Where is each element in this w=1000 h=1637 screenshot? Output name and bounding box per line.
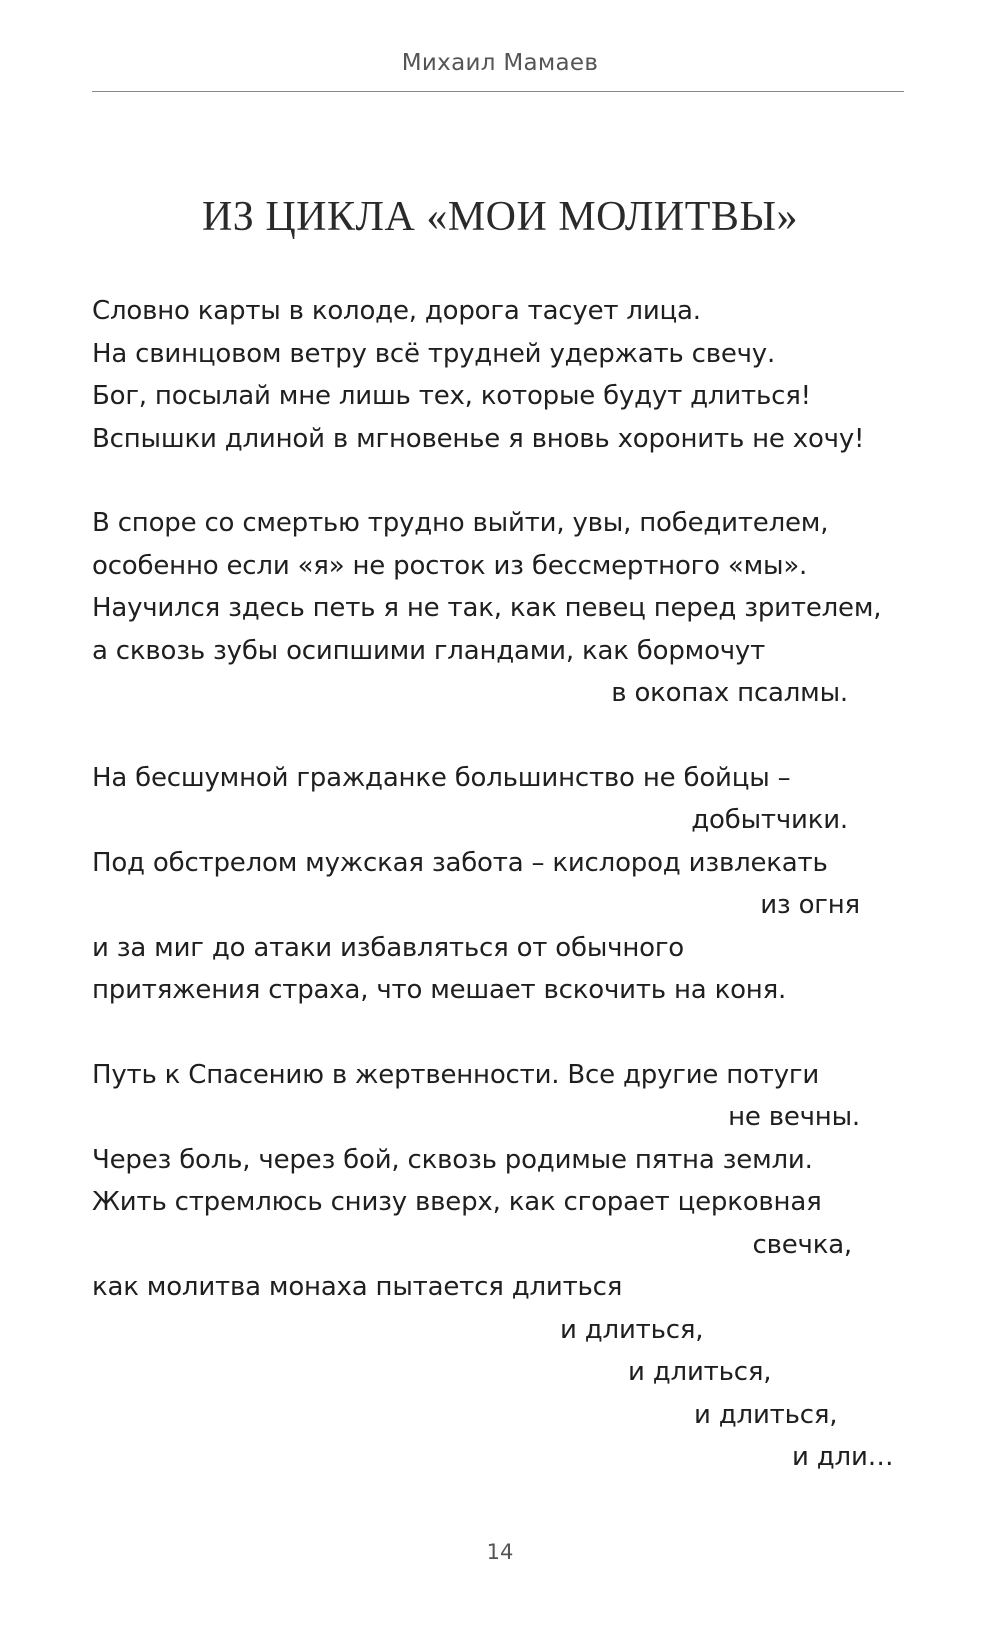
poem-line: Вспышки длиной в мгновенье я вновь хоронить не хочу!: [92, 423, 865, 454]
stanza-1: [92, 290, 900, 460]
poem-line: Научился здесь петь я не так, как певец перед зрителем,: [92, 593, 882, 623]
poem-line: Бог, посылай мне лишь тех, которые будут длиться!: [92, 381, 811, 411]
page-number: 14: [486, 1540, 514, 1564]
poem-body: [92, 290, 900, 1521]
poem-line: На бесшумной гражданке большинство не бойцы –: [92, 762, 791, 793]
stanza-3: [92, 757, 900, 1012]
poem-line: Жить стремлюсь снизу вверх, как сгорает церковная: [92, 1187, 822, 1217]
poem-line-continuation: не вечны.: [728, 1102, 860, 1132]
poem-line: а сквозь зубы осипшими гландами, как бормочут: [92, 635, 766, 666]
running-head-author: Михаил Мамаев: [401, 50, 599, 76]
poem-title: ИЗ ЦИКЛА «МОИ МОЛИТВЫ»: [201, 194, 799, 240]
poem-line: Путь к Спасению в жертвенности. Все другие потуги: [92, 1059, 820, 1090]
poem-line: Через боль, через бой, сквозь родимые пятна земли.: [92, 1144, 813, 1175]
poem-line-continuation: из огня: [760, 890, 860, 920]
poem-line-cascade: и длиться,: [694, 1399, 838, 1430]
poem-line: На свинцовом ветру всё трудней удержать свечу.: [92, 338, 776, 369]
stanza-4: [92, 1054, 900, 1479]
poem-line: как молитва монаха пытается длиться: [92, 1272, 623, 1302]
poem-line: и за миг до атаки избавляться от обычного: [92, 932, 685, 963]
poem-line-continuation: свечка,: [752, 1229, 852, 1260]
poem-line: В споре со смертью трудно выйти, увы, победителем,: [92, 508, 829, 538]
poem-line: особенно если «я» не росток из бессмертного «мы».: [92, 550, 808, 581]
poem-line-cascade: и длиться,: [560, 1314, 704, 1345]
poem-line-cascade: и дли…: [792, 1442, 894, 1472]
stanza-2: [92, 502, 900, 715]
poem-line: притяжения страха, что мешает вскочить на коня.: [92, 975, 787, 1005]
header-rule: [92, 91, 904, 92]
poem-line-cascade: и длиться,: [628, 1357, 772, 1387]
poem-line: Словно карты в колоде, дорога тасует лица.: [92, 296, 701, 326]
poem-line-continuation: в окопах псалмы.: [611, 678, 848, 708]
poem-line-continuation: добытчики.: [691, 805, 848, 835]
poem-line: Под обстрелом мужская забота – кислород извлекать: [92, 847, 828, 878]
